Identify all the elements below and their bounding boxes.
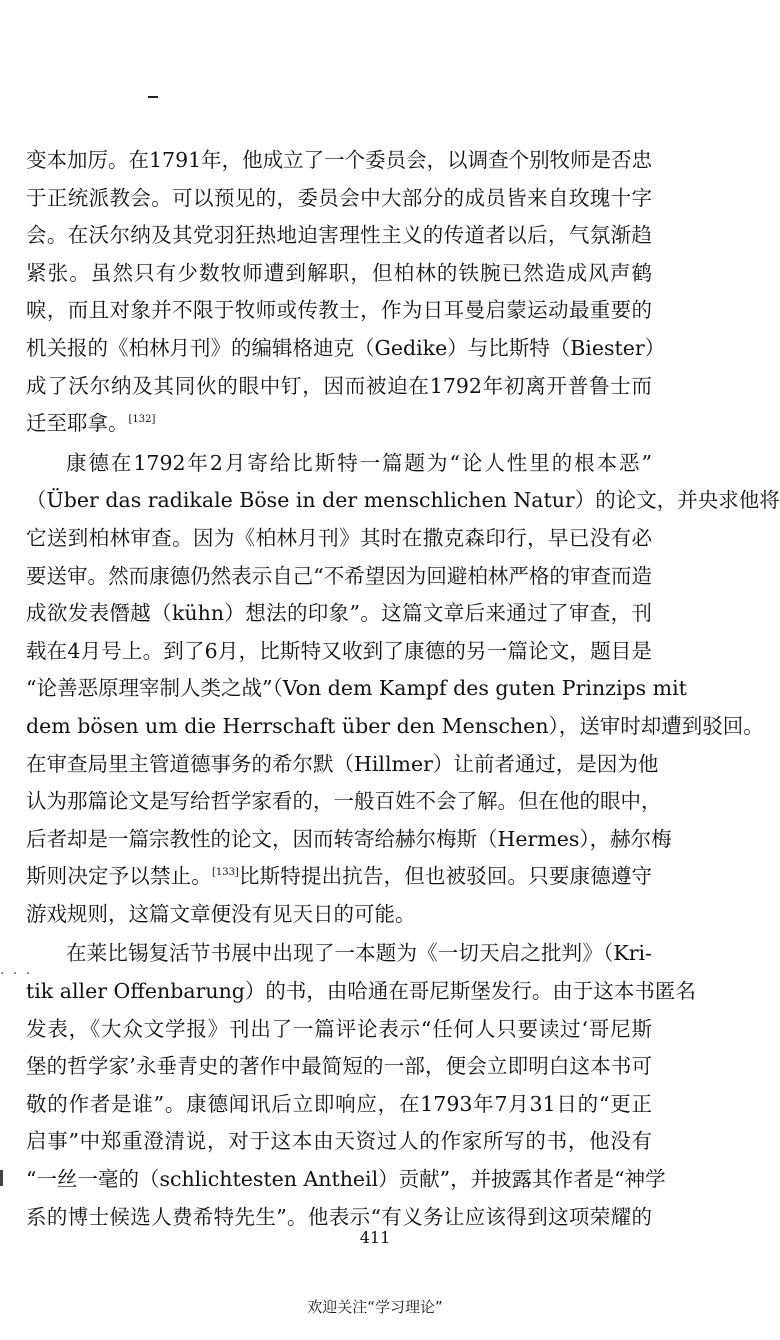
text-line: 它送到柏林审查。因为《柏林月刊》其时在撒克森印行，早已没有必	[26, 525, 652, 550]
text-line: 堡的哲学家’永垂青史的著作中最简短的一部，便会立即明白这本书可	[26, 1054, 652, 1079]
text-line: 于正统派教会。可以预见的，委员会中大部分的成员皆来自玫瑰十字	[26, 185, 652, 210]
text-line: 敬的作者是谁”。康德闻讯后立即响应，在1793年7月31日的“更正	[26, 1091, 652, 1116]
text-line: 游戏规则，这篇文章便没有见天日的可能。	[26, 901, 416, 926]
scan-dots: · · ·	[0, 966, 33, 982]
text-line: 要送审。然而康德仍然表示自己“不希望因为回避柏林严格的审查而造	[26, 563, 652, 588]
text-line: 认为那篇论文是写给哲学家看的，一般百姓不会了解。但在他的眼中，	[26, 789, 662, 814]
text-line: 在莱比锡复活节书展中出现了一本题为《一切天启之批判》（Kri-	[66, 941, 652, 966]
scan-edge-mark	[0, 1170, 3, 1186]
text-line: 系的博士候选人费希特先生”。他表示“有义务让应该得到这项荣耀的	[26, 1204, 652, 1229]
text-line: 成欲发表僭越（kühn）想法的印象”。这篇文章后来通过了审查，刊	[26, 601, 652, 626]
text-line: 后者却是一篇宗教性的论文，因而转寄给赫尔梅斯（Hermes），赫尔梅	[26, 826, 672, 851]
footnote-marker: [133]	[211, 867, 239, 879]
page-number: 411	[359, 1228, 391, 1247]
text-line: 载在4月号上。到了6月，比斯特又收到了康德的另一篇论文，题目是	[26, 638, 652, 663]
text-line: “论善恶原理宰制人类之战”（Von dem Kampf des guten Prinzips mit	[26, 676, 687, 701]
text-line: 康德在1792年2月寄给比斯特一篇题为“论人性里的根本恶”	[66, 450, 652, 475]
body-text	[26, 142, 780, 1236]
scan-mark	[148, 96, 158, 98]
footnote-marker: [132]	[128, 414, 156, 426]
text-line: 会。在沃尔纳及其党羽狂热地迫害理性主义的传道者以后，气氛渐趋	[26, 223, 652, 248]
text-line	[26, 858, 652, 896]
text-line: tik aller Offenbarung）的书，由哈通在哥尼斯堡发行。由于这本书匿名	[26, 979, 696, 1004]
text-span: 斯则决定予以禁止。	[26, 864, 212, 889]
footer-watermark: 欢迎关注“学习理论”	[307, 1298, 443, 1316]
text-line: 发表，《大众文学报》刊出了一篇评论表示“任何人只要读过‘哥尼斯	[26, 1016, 652, 1041]
text-line: （Über das radikale Böse in der menschlichen Natur）的论文，并央求他将	[26, 488, 780, 513]
text-line: 启事”中郑重澄清说，对于这本由天资过人的作家所写的书，他没有	[26, 1129, 652, 1154]
text-line	[26, 405, 652, 443]
text-line: 成了沃尔纳及其同伙的眼中钉，因而被迫在1792年初离开普鲁士而	[26, 373, 652, 398]
text-line: dem bösen um die Herrschaft über den Menschen），送审时却遭到驳回。	[26, 713, 764, 738]
text-line: “一丝一毫的（schlichtesten Antheil）贡献”，并披露其作者是“神学	[26, 1167, 666, 1192]
text-span: 迁至耶拿。	[26, 411, 129, 436]
text-span: 比斯特提出抗告，但也被驳回。只要康德遵守	[238, 864, 653, 889]
text-line: 变本加厉。在1791年，他成立了一个委员会，以调查个别牧师是否忠	[26, 148, 653, 172]
text-line: 紧张。虽然只有少数牧师遭到解职，但柏林的铁腕已然造成风声鹤	[26, 260, 652, 285]
text-line: 在审查局里主管道德事务的希尔默（Hillmer）让前者通过，是因为他	[26, 751, 659, 776]
text-line: 唳，而且对象并不限于牧师或传教士，作为日耳曼启蒙运动最重要的	[26, 298, 652, 323]
text-line: 机关报的《柏林月刊》的编辑格迪克（Gedike）与比斯特（Biester）	[26, 335, 666, 360]
